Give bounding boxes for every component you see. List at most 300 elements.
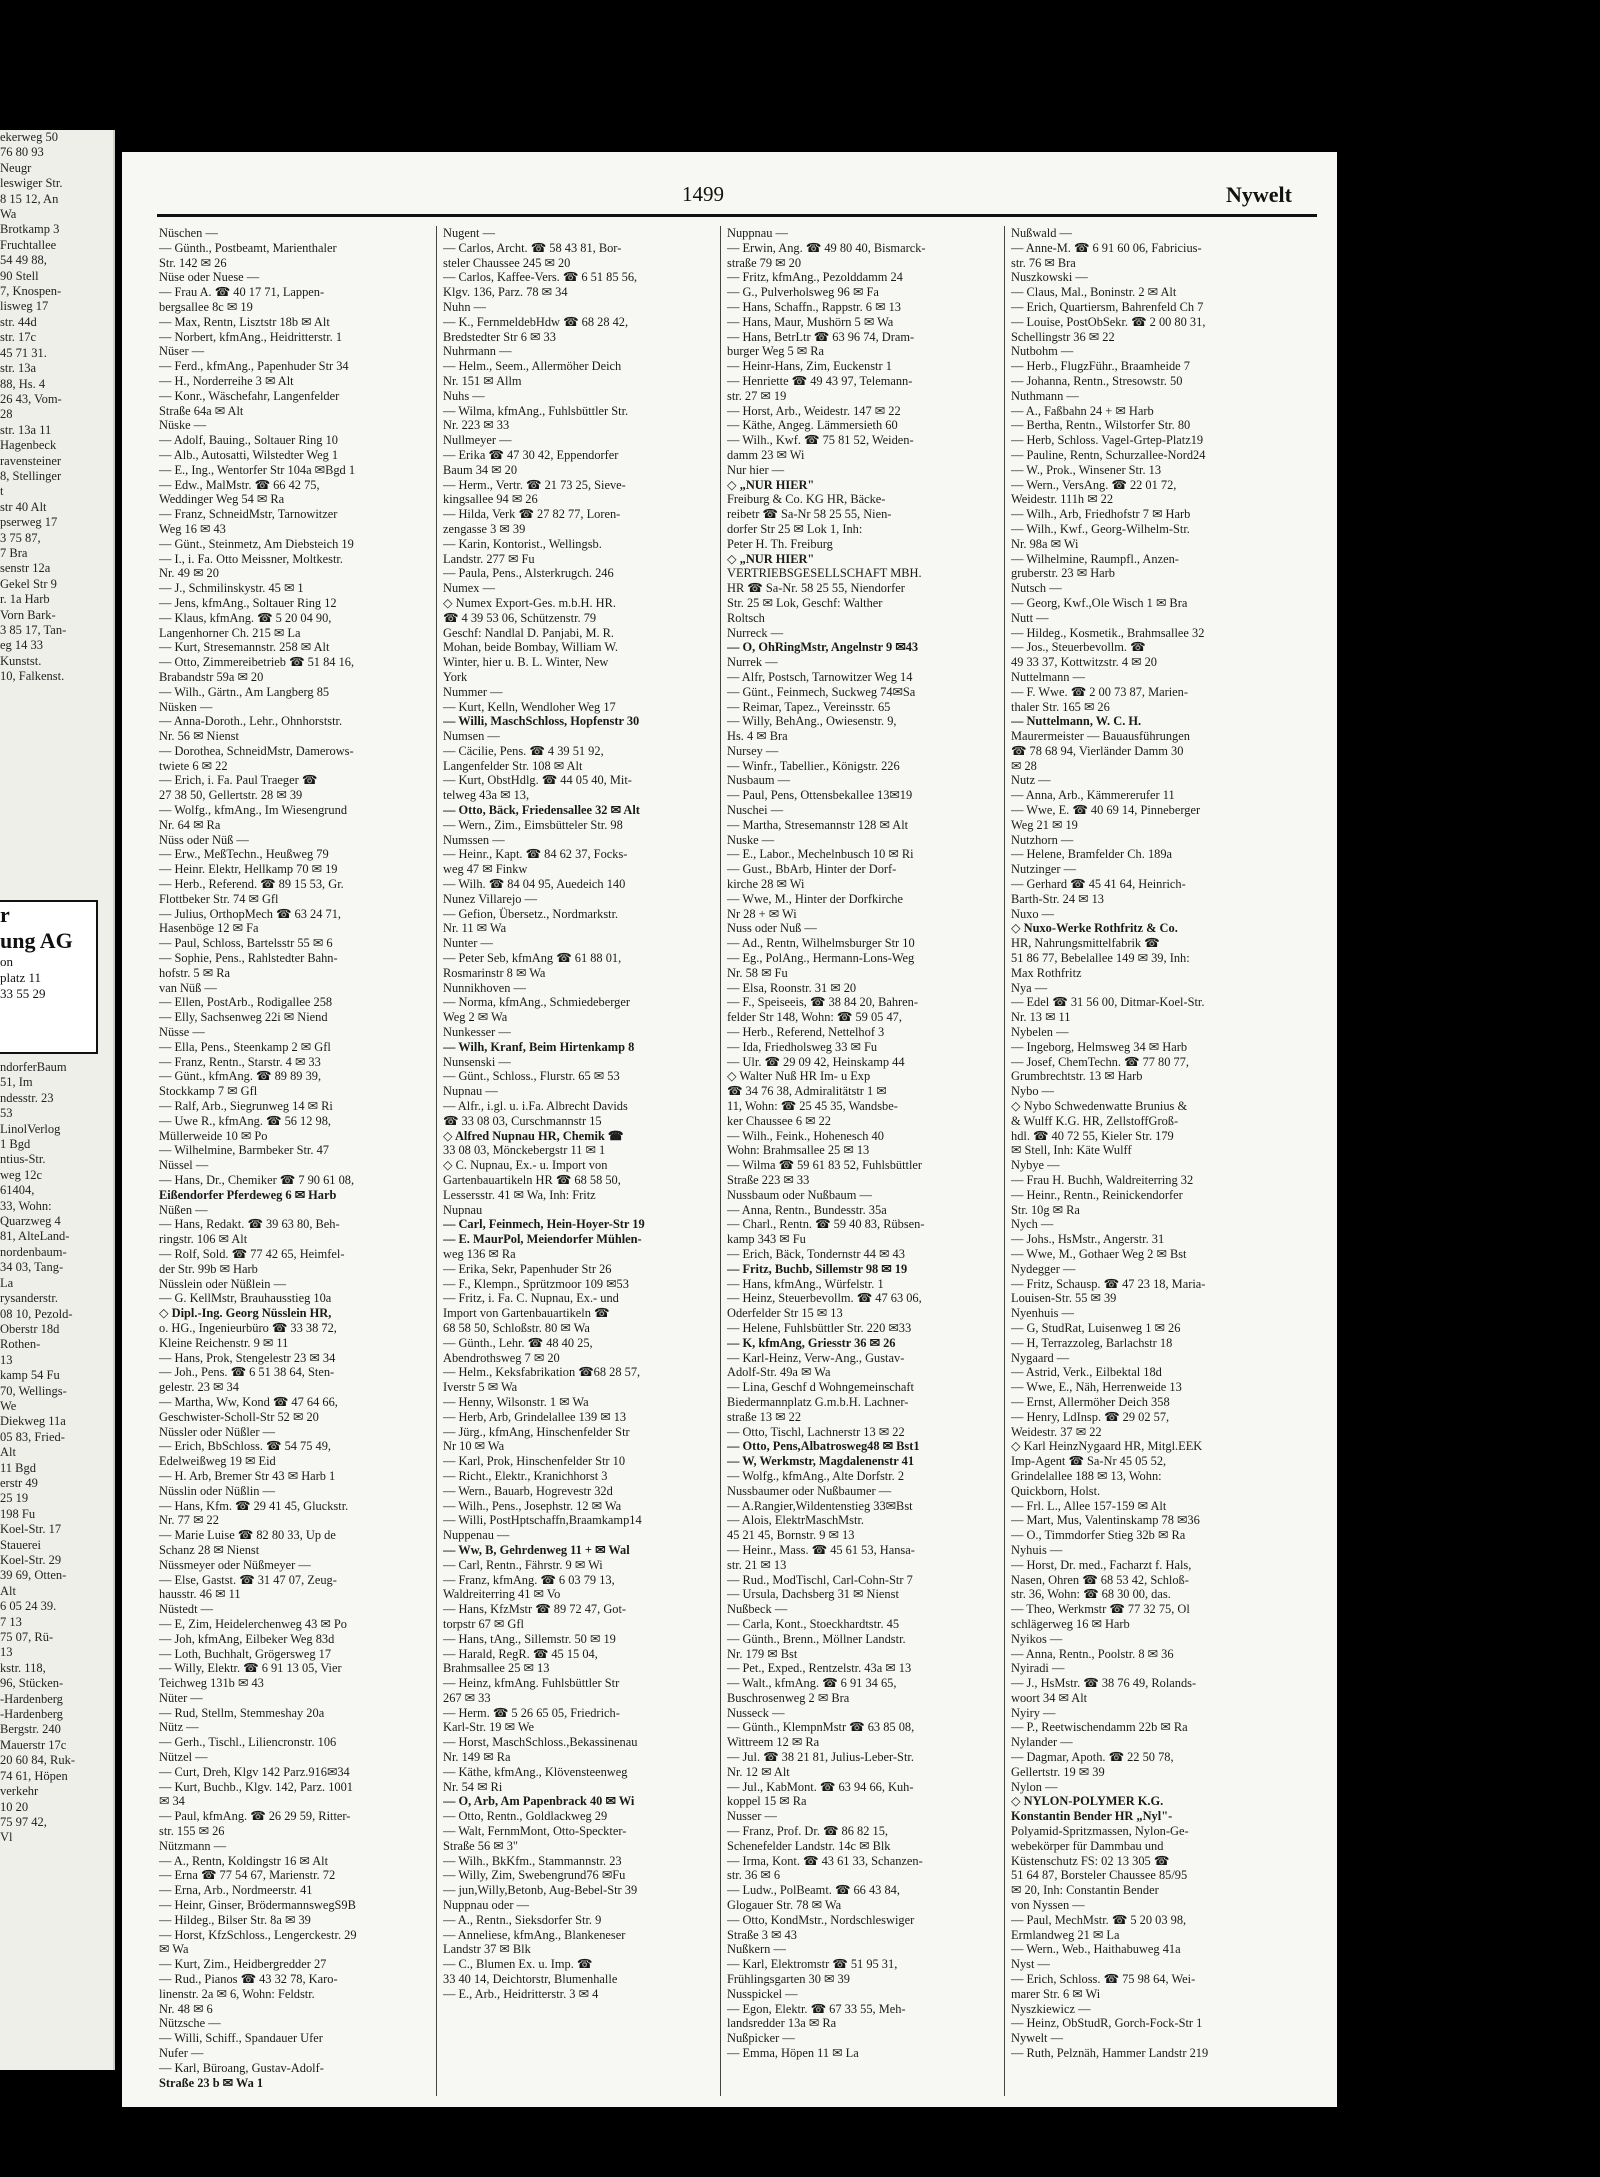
directory-entry: Peter H. Th. Freiburg bbox=[727, 536, 833, 551]
directory-entry: — Paul, Pens, Ottensbekallee 13✉19 bbox=[727, 788, 913, 803]
directory-entry: — Mart, Mus, Valentinskamp 78 ✉36 bbox=[1011, 1513, 1200, 1528]
left-page-fragment: eg 14 33 bbox=[0, 638, 44, 653]
directory-entry: Nüser — bbox=[159, 344, 205, 359]
directory-entry: Str. 25 ✉ Lok, Geschf: Walther bbox=[727, 595, 883, 610]
directory-entry: reibetr ☎ Sa-Nr 58 25 55, Nien- bbox=[727, 507, 892, 522]
directory-entry: ✉ 28 bbox=[1011, 758, 1037, 773]
directory-entry: Nyhuis — bbox=[1011, 1542, 1063, 1557]
left-page-fragment: 1 Bgd bbox=[0, 1137, 31, 1152]
directory-entry: Quickborn, Holst. bbox=[1011, 1483, 1101, 1498]
directory-entry: & Wulff K.G. HR, ZellstoffGroß- bbox=[1011, 1113, 1179, 1128]
left-page-fragment: La bbox=[0, 1275, 14, 1290]
directory-entry: Langenfelder Str. 108 ✉ Alt bbox=[443, 758, 583, 773]
directory-entry: Küstenschutz FS: 02 13 305 ☎ bbox=[1011, 1853, 1170, 1868]
directory-entry: Schanz 28 ✉ Nienst bbox=[159, 1542, 260, 1557]
directory-entry: — Adolf, Bauing., Soltauer Ring 10 bbox=[159, 433, 338, 448]
directory-entry: — J., HsMstr. ☎ 38 76 49, Rolands- bbox=[1011, 1676, 1197, 1691]
directory-entry: — Hans, BetrLtr ☎ 63 96 74, Dram- bbox=[727, 329, 915, 344]
directory-entry: — G, StudRat, Luisenweg 1 ✉ 26 bbox=[1011, 1320, 1181, 1335]
directory-entry: 33 40 14, Deichtorstr, Blumenhalle bbox=[443, 1972, 618, 1987]
directory-entry: Edelweißweg 19 ✉ Eid bbox=[159, 1454, 276, 1469]
left-page-fragment: str. 44d bbox=[0, 314, 37, 329]
directory-entry: Nüske — bbox=[159, 418, 207, 433]
directory-entry: Nüssel — bbox=[159, 1158, 209, 1173]
ad-line: 33 55 29 bbox=[0, 986, 46, 1001]
directory-entry: Hs. 4 ✉ Bra bbox=[727, 729, 788, 744]
directory-entry: — Anna, Rentn., Poolstr. 8 ✉ 36 bbox=[1011, 1646, 1174, 1661]
directory-entry: str. 155 ✉ 26 bbox=[159, 1824, 225, 1839]
directory-entry: — Herb., Referend. ☎ 89 15 53, Gr. bbox=[159, 877, 344, 892]
directory-entry: ☎ 33 08 03, Curschmannstr 15 bbox=[443, 1113, 602, 1128]
left-page-fragment: 90 Stell bbox=[0, 268, 39, 283]
left-page-fragment: kamp 54 Fu bbox=[0, 1368, 60, 1383]
directory-entry: woort 34 ✉ Alt bbox=[1011, 1690, 1088, 1705]
page-number: 1499 bbox=[682, 182, 724, 206]
directory-entry: — Martha, Stresemannstr 128 ✉ Alt bbox=[727, 817, 909, 832]
directory-entry: HR ☎ Sa-Nr. 58 25 55, Niendorfer bbox=[727, 581, 905, 596]
directory-entry: — Erna, Arb., Nordmeerstr. 41 bbox=[159, 1883, 313, 1898]
directory-entry: — Willi, MaschSchloss, Hopfenstr 30 bbox=[443, 714, 640, 729]
directory-entry: — O., Timmdorfer Stieg 32b ✉ Ra bbox=[1011, 1528, 1186, 1543]
directory-entry: — Anna, Arb., Kämmererufer 11 bbox=[1011, 788, 1175, 803]
directory-entry: — Wilh, Kranf, Beim Hirtenkamp 8 bbox=[443, 1039, 635, 1054]
directory-entry: Grindelallee 188 ✉ 13, Wohn: bbox=[1011, 1468, 1162, 1483]
directory-entry: Nunnikhoven — bbox=[443, 980, 526, 995]
directory-entry: — Karin, Kontorist., Wellingsb. bbox=[443, 536, 602, 551]
directory-entry: Frühlingsgarten 30 ✉ 39 bbox=[727, 1972, 850, 1987]
directory-entry: — Jürg., kfmAng, Hinschenfelder Str bbox=[443, 1424, 630, 1439]
directory-entry: Landstr. 277 ✉ Fu bbox=[443, 551, 535, 566]
directory-entry: — Herb., FlugzFühr., Braamheide 7 bbox=[1011, 359, 1190, 374]
directory-entry: — Ingeborg, Helmsweg 34 ✉ Harb bbox=[1011, 1039, 1188, 1054]
directory-entry: kingsallee 94 ✉ 26 bbox=[443, 492, 538, 507]
directory-entry: — Astrid, Verk., Eilbektal 18d bbox=[1011, 1365, 1162, 1380]
directory-entry: von Nyssen — bbox=[1011, 1898, 1085, 1913]
directory-entry: — Alfr, Postsch, Tarnowitzer Weg 14 bbox=[727, 669, 913, 684]
left-page-fragment: Bergstr. 240 bbox=[0, 1722, 61, 1737]
left-page-fragment: ravensteiner bbox=[0, 453, 62, 468]
left-page-fragment: Diekweg 11a bbox=[0, 1414, 66, 1429]
directory-entry: Nugent — bbox=[443, 226, 495, 240]
directory-entry: Nuppnau — bbox=[727, 226, 788, 240]
left-page-fragment: 81, AlteLand- bbox=[0, 1229, 70, 1244]
directory-entry: Nussbaumer oder Nußbaumer — bbox=[727, 1483, 892, 1498]
directory-entry: Abendrothsweg 7 ✉ 20 bbox=[443, 1350, 560, 1365]
directory-entry: Import von Gartenbauartikeln ☎ bbox=[443, 1306, 610, 1321]
left-page-fragment: 54 49 88, bbox=[0, 253, 47, 268]
directory-entry: Lessersstr. 41 ✉ Wa, Inh: Fritz bbox=[443, 1187, 596, 1202]
directory-entry: — I., i. Fa. Otto Meissner, Moltkestr. bbox=[159, 551, 343, 566]
left-page-fragment: Rothen- bbox=[0, 1337, 41, 1352]
directory-entry: Müllerweide 10 ✉ Po bbox=[159, 1128, 268, 1143]
column-3 bbox=[727, 226, 997, 2096]
directory-entry: Nußkern — bbox=[727, 1942, 786, 1957]
directory-entry: — Pauline, Rentn, Schurzallee-Nord24 bbox=[1011, 447, 1206, 462]
left-page-fragment: 39 69, Otten- bbox=[0, 1568, 67, 1583]
left-page-fragment: verkehr bbox=[0, 1784, 39, 1799]
directory-entry: — Ad., Rentn, Wilhelmsburger Str 10 bbox=[727, 936, 915, 951]
directory-entry: — F. Wwe. ☎ 2 00 73 87, Marien- bbox=[1011, 684, 1188, 699]
directory-entry: — Hilda, Verk ☎ 27 82 77, Loren- bbox=[443, 507, 621, 522]
directory-entry: Nufer — bbox=[159, 2046, 204, 2061]
directory-entry: Nuppnau oder — bbox=[443, 1898, 530, 1913]
directory-entry: — A., Faßbahn 24 + ✉ Harb bbox=[1011, 403, 1154, 418]
left-page-fragment: 61404, bbox=[0, 1183, 35, 1198]
directory-entry: ◇ „NUR HIER" bbox=[727, 551, 815, 566]
directory-entry: — Loth, Buchhalt, Grögersweg 17 bbox=[159, 1646, 332, 1661]
directory-entry: ✉ Stell, Inh: Käte Wulff bbox=[1011, 1143, 1132, 1158]
directory-entry: Brahmsallee 25 ✉ 13 bbox=[443, 1661, 550, 1676]
left-page-fragment: -Hardenberg bbox=[0, 1707, 63, 1722]
column-divider bbox=[1004, 226, 1005, 2096]
directory-entry: Nurreck — bbox=[727, 625, 784, 640]
directory-entry: — Erika ☎ 47 30 42, Eppendorfer bbox=[443, 447, 619, 462]
directory-entry: HR, Nahrungsmittelfabrik ☎ bbox=[1011, 936, 1160, 951]
directory-entry: — K., FernmeldebHdw ☎ 68 28 42, bbox=[443, 314, 629, 329]
directory-entry: str. 36 ✉ 6 bbox=[727, 1868, 781, 1883]
directory-entry: — Käthe, Angeg. Lämmersieth 60 bbox=[727, 418, 898, 433]
left-page-fragment: 96, Stücken- bbox=[0, 1676, 64, 1691]
directory-entry: Nr. 49 ✉ 20 bbox=[159, 566, 219, 581]
directory-entry: Ermlandweg 21 ✉ La bbox=[1011, 1927, 1120, 1942]
directory-entry: Konstantin Bender HR „Nyl"- bbox=[1011, 1809, 1173, 1824]
directory-entry: — Willi, Schiff., Spandauer Ufer bbox=[159, 2031, 323, 2046]
directory-entry: Nullmeyer — bbox=[443, 433, 512, 448]
directory-entry: — Kurt, Stresemannstr. 258 ✉ Alt bbox=[159, 640, 330, 655]
directory-entry: ◇ Dipl.-Ing. Georg Nüsslein HR, bbox=[159, 1306, 332, 1321]
left-page-fragment: 74 61, Höpen bbox=[0, 1768, 68, 1783]
left-page-fragment: 13 bbox=[0, 1352, 13, 1367]
directory-entry: Nutt — bbox=[1011, 610, 1049, 625]
directory-entry: Nr 28 + ✉ Wi bbox=[727, 906, 797, 921]
left-page-fragment: 88, Hs. 4 bbox=[0, 376, 46, 391]
directory-entry: — Franz, kfmAng. ☎ 6 03 79 13, bbox=[443, 1572, 615, 1587]
directory-entry: — Otto, Zimmereibetrieb ☎ 51 84 16, bbox=[159, 655, 355, 670]
directory-entry: — Hans, kfmAng., Würfelstr. 1 bbox=[727, 1276, 884, 1291]
directory-entry: Str. 10g ✉ Ra bbox=[1011, 1202, 1080, 1217]
directory-entry: — Dorothea, SchneidMstr, Damerows- bbox=[159, 743, 354, 758]
directory-entry: — E., Labor., Mechelnbusch 10 ✉ Ri bbox=[727, 847, 914, 862]
directory-entry: — Julius, OrthopMech ☎ 63 24 71, bbox=[159, 906, 342, 921]
running-head: Nywelt bbox=[1226, 182, 1292, 207]
directory-entry: Nützmann — bbox=[159, 1838, 227, 1853]
left-page-fragment: Wa bbox=[0, 207, 17, 222]
directory-entry: — Wilh., Pens., Josephstr. 12 ✉ Wa bbox=[443, 1498, 622, 1513]
directory-entry: Nunsenski — bbox=[443, 1054, 511, 1069]
directory-entry: — Ida, Friedholsweg 33 ✉ Fu bbox=[727, 1039, 878, 1054]
left-page-fragment: Alt bbox=[0, 1445, 16, 1460]
directory-entry: damm 23 ✉ Wi bbox=[727, 447, 805, 462]
directory-entry: ◇ Numex Export-Ges. m.b.H. HR. bbox=[443, 595, 616, 610]
left-page-fragment: 3 75 87, bbox=[0, 530, 41, 545]
directory-entry: — Paula, Pens., Alsterkrugch. 246 bbox=[443, 566, 614, 581]
directory-entry: Nydegger — bbox=[1011, 1261, 1076, 1276]
directory-entry: — Otto, KondMstr., Nordschleswiger bbox=[727, 1912, 915, 1927]
directory-entry: steler Chaussee 245 ✉ 20 bbox=[443, 255, 571, 270]
directory-entry: Nüssmeyer oder Nüßmeyer — bbox=[159, 1557, 311, 1572]
directory-entry: — Wwe, M., Hinter der Dorfkirche bbox=[727, 891, 903, 906]
left-page-text-bottom bbox=[0, 1060, 75, 1846]
directory-entry: Oderfelder Str 15 ✉ 13 bbox=[727, 1306, 843, 1321]
directory-entry: — Wilhelmine, Raumpfl., Anzen- bbox=[1011, 551, 1179, 566]
directory-entry: — Franz, SchneidMstr, Tarnowitzer bbox=[159, 507, 338, 522]
directory-entry: Nylon — bbox=[1011, 1779, 1058, 1794]
left-page-fragment: We bbox=[0, 1398, 17, 1413]
left-page-fragment: 8 15 12, An bbox=[0, 191, 59, 206]
directory-entry: — Erich, Schloss. ☎ 75 98 64, Wei- bbox=[1011, 1972, 1196, 1987]
directory-entry: Geschf: Nandlal D. Panjabi, M. R. bbox=[443, 625, 615, 640]
directory-entry: — Ulr. ☎ 29 09 42, Heinskamp 44 bbox=[727, 1054, 905, 1069]
directory-entry: Nuxo — bbox=[1011, 906, 1055, 921]
directory-entry: — Rud., ModTischl, Carl-Cohn-Str 7 bbox=[727, 1572, 913, 1587]
left-page-fragment: ndorferBaum bbox=[0, 1060, 67, 1074]
directory-entry: — Herm., Vertr. ☎ 21 73 25, Sieve- bbox=[443, 477, 626, 492]
directory-entry: Brabandstr 59a ✉ 20 bbox=[159, 669, 264, 684]
directory-entry: — G. KellMstr, Brauhausstieg 10a bbox=[159, 1291, 332, 1306]
left-page-fragment: 75 97 42, bbox=[0, 1814, 47, 1829]
directory-entry: zengasse 3 ✉ 39 bbox=[443, 521, 526, 536]
directory-entry: — H., Norderreihe 3 ✉ Alt bbox=[159, 373, 294, 388]
directory-entry: — Henry, LdInsp. ☎ 29 02 57, bbox=[1011, 1409, 1170, 1424]
directory-entry: ✉ Wa bbox=[159, 1942, 189, 1957]
directory-entry: — Claus, Mal., Boninstr. 2 ✉ Alt bbox=[1011, 285, 1177, 300]
left-page-fragment: Brotkamp 3 bbox=[0, 222, 60, 237]
left-page-fragment: 70, Wellings- bbox=[0, 1383, 67, 1398]
directory-entry: Mohan, beide Bombay, William W. bbox=[443, 640, 619, 655]
directory-entry: — Paul, Schloss, Bartelsstr 55 ✉ 6 bbox=[159, 936, 333, 951]
directory-entry: — Ruth, Pelznäh, Hammer Landstr 219 bbox=[1011, 2046, 1209, 2061]
directory-entry: — Anne-M. ☎ 6 91 60 06, Fabricius- bbox=[1011, 240, 1202, 255]
left-page-fragment: 34 03, Tang- bbox=[0, 1260, 64, 1275]
directory-entry: — Walt., kfmAng. ☎ 6 91 34 65, bbox=[727, 1676, 897, 1691]
directory-entry: Weg 2 ✉ Wa bbox=[443, 1010, 508, 1025]
left-page-fragment: Fruchtallee bbox=[0, 237, 57, 252]
directory-entry: str. 36, Wohn: ☎ 68 30 00, das. bbox=[1011, 1587, 1171, 1602]
left-page-fragment: lisweg 17 bbox=[0, 299, 49, 314]
column-divider bbox=[720, 226, 721, 2096]
directory-entry: — Erich, BbSchloss. ☎ 54 75 49, bbox=[159, 1439, 332, 1454]
directory-entry: — Fritz, i. Fa. C. Nupnau, Ex.- und bbox=[443, 1291, 619, 1306]
directory-entry: — Alois, ElektrMaschMstr. bbox=[727, 1513, 864, 1528]
directory-entry: — Georg, Kwf.,Ole Wisch 1 ✉ Bra bbox=[1011, 595, 1188, 610]
directory-entry: — Louise, PostObSekr. ☎ 2 00 80 31, bbox=[1011, 314, 1206, 329]
directory-entry: hdl. ☎ 40 72 55, Kieler Str. 179 bbox=[1011, 1128, 1174, 1143]
directory-entry: Waldreiterring 41 ✉ Vo bbox=[443, 1587, 561, 1602]
directory-entry: hausstr. 46 ✉ 11 bbox=[159, 1587, 241, 1602]
left-page-fragment: Alt bbox=[0, 1583, 16, 1598]
directory-entry: Nütz — bbox=[159, 1720, 199, 1735]
directory-entry: Barth-Str. 24 ✉ 13 bbox=[1011, 891, 1104, 906]
directory-entry: — Josef, ChemTechn. ☎ 77 80 77, bbox=[1011, 1054, 1190, 1069]
directory-entry: York bbox=[443, 669, 468, 684]
directory-entry: Nuske — bbox=[727, 832, 775, 847]
directory-entry: Nr. 151 ✉ Allm bbox=[443, 373, 522, 388]
directory-entry: Schenefelder Landstr. 14c ✉ Blk bbox=[727, 1838, 891, 1853]
directory-entry: gelestr. 23 ✉ 34 bbox=[159, 1380, 239, 1395]
left-page-fragment: Koel-Str. 29 bbox=[0, 1553, 62, 1567]
left-page-fragment: t bbox=[0, 484, 4, 499]
ad-line: on bbox=[0, 954, 13, 969]
directory-entry: Nußwald — bbox=[1011, 226, 1072, 240]
directory-entry: Nuhn — bbox=[443, 299, 487, 314]
directory-entry: Numssen — bbox=[443, 832, 505, 847]
directory-entry: — Carla, Kont., Stoeckhardtstr. 45 bbox=[727, 1616, 900, 1631]
directory-entry: — Ferd., kfmAng., Papenhuder Str 34 bbox=[159, 359, 349, 374]
directory-entry: Nasen, Ohren ☎ 68 53 42, Schloß- bbox=[1011, 1572, 1189, 1587]
left-page-fragment: 20 60 84, Ruk- bbox=[0, 1753, 75, 1768]
directory-entry: Straße 223 ✉ 33 bbox=[727, 1173, 810, 1187]
columns bbox=[159, 226, 1312, 2096]
directory-entry: — E, Zim, Heidelerchenweg 43 ✉ Po bbox=[159, 1616, 347, 1631]
left-page-fragment: erstr 49 bbox=[0, 1475, 38, 1490]
directory-entry: — Helene, Bramfelder Ch. 189a bbox=[1011, 847, 1173, 862]
directory-entry: — Heinz, Steuerbevollm. ☎ 47 63 06, bbox=[727, 1291, 922, 1306]
directory-entry: — Günth., Brenn., Möllner Landstr. bbox=[727, 1631, 906, 1646]
directory-entry: — Erika, Sekr, Papenhuder Str 26 bbox=[443, 1261, 612, 1276]
directory-entry: Imp-Agent ☎ Sa-Nr 45 05 52, bbox=[1011, 1454, 1167, 1469]
directory-entry: — Helene, Fuhlsbüttler Str. 220 ✉33 bbox=[727, 1320, 912, 1335]
directory-entry: Nüschen — bbox=[159, 226, 218, 240]
left-page-fragment: 7 13 bbox=[0, 1614, 22, 1629]
directory-entry: — Günt., kfmAng. ☎ 89 89 39, bbox=[159, 1069, 322, 1084]
directory-entry: Nr. 11 ✉ Wa bbox=[443, 921, 507, 936]
directory-entry: bergsallee 8c ✉ 19 bbox=[159, 299, 253, 314]
left-page-fragment: r. 1a Harb bbox=[0, 592, 50, 607]
directory-entry: — Carlos, Kaffee-Vers. ☎ 6 51 85 56, bbox=[443, 270, 638, 285]
directory-entry: — Carl, Feinmech, Hein-Hoyer-Str 19 bbox=[443, 1217, 645, 1232]
directory-entry: Nr. 56 ✉ Nienst bbox=[159, 729, 239, 744]
left-page-fragment: 3 85 17, Tan- bbox=[0, 623, 67, 637]
directory-entry: linenstr. 2a ✉ 6, Wohn: Feldstr. bbox=[159, 1986, 315, 2001]
directory-entry: kamp 343 ✉ Fu bbox=[727, 1232, 806, 1247]
directory-entry: — Heinz, kfmAng. Fuhlsbüttler Str bbox=[443, 1676, 620, 1691]
directory-entry: — Wolfg., kfmAng., Alte Dorfstr. 2 bbox=[727, 1468, 905, 1483]
left-page-advertisement bbox=[0, 900, 98, 1054]
directory-entry: — Günt., Schloss., Flurstr. 65 ✉ 53 bbox=[443, 1069, 620, 1084]
directory-entry: — Otto, Tischl, Lachnerstr 13 ✉ 22 bbox=[727, 1424, 905, 1439]
directory-entry: — Edel ☎ 31 56 00, Ditmar-Koel-Str. bbox=[1011, 995, 1205, 1010]
left-page-fragment: 10 20 bbox=[0, 1799, 29, 1814]
left-page-fragment: ndesstr. 23 bbox=[0, 1090, 54, 1105]
directory-entry: — Helm., Seem., Allermöher Deich bbox=[443, 359, 622, 374]
directory-entry: — W., Prok., Winsener Str. 13 bbox=[1011, 462, 1162, 477]
directory-entry: Grumbrechtstr. 13 ✉ Harb bbox=[1011, 1069, 1143, 1084]
directory-entry: — Harald, RegR. ☎ 45 15 04, bbox=[443, 1646, 598, 1661]
directory-entry: Weddinger Weg 54 ✉ Ra bbox=[159, 492, 285, 507]
directory-entry: marer Str. 6 ✉ Wi bbox=[1011, 1986, 1101, 2001]
directory-entry: 51 86 77, Bebelallee 149 ✉ 39, Inh: bbox=[1011, 951, 1190, 966]
directory-entry: — Hans, Maur, Mushörn 5 ✉ Wa bbox=[727, 314, 894, 329]
directory-entry: — Karl, Elektromstr ☎ 51 95 31, bbox=[727, 1957, 898, 1972]
directory-entry: — Bertha, Rentn., Wilstorfer Str. 80 bbox=[1011, 418, 1191, 433]
left-page-fragment: Vl bbox=[0, 1830, 13, 1845]
directory-entry: — Martha, Ww, Kond ☎ 47 64 66, bbox=[159, 1394, 338, 1409]
directory-entry: — Kurt, Buchb., Klgv. 142, Parz. 1001 bbox=[159, 1779, 353, 1794]
directory-entry: — Hans, Redakt. ☎ 39 63 80, Beh- bbox=[159, 1217, 340, 1232]
directory-entry: — Hans, KfzMstr ☎ 89 72 47, Got- bbox=[443, 1602, 627, 1617]
directory-entry: Straße 64a ✉ Alt bbox=[159, 403, 244, 418]
left-page-fragment: 25 19 bbox=[0, 1491, 29, 1506]
directory-entry: Nr. 149 ✉ Ra bbox=[443, 1750, 511, 1765]
left-page-fragment: str. 13a bbox=[0, 361, 37, 376]
directory-entry: Nygaard — bbox=[1011, 1350, 1070, 1365]
directory-entry: — Karl, Büroang, Gustav-Adolf- bbox=[159, 2060, 324, 2075]
left-page-fragment: 05 83, Fried- bbox=[0, 1429, 65, 1444]
directory-entry: — Gefion, Übersetz., Nordmarkstr. bbox=[443, 906, 619, 921]
directory-entry: str. 27 ✉ 19 bbox=[727, 388, 787, 403]
directory-entry: — Anna-Doroth., Lehr., Ohnhorststr. bbox=[159, 714, 343, 729]
directory-entry: ◇ NYLON-POLYMER K.G. bbox=[1011, 1794, 1164, 1809]
directory-entry: — jun,Willy,Betonb, Aug-Bebel-Str 39 bbox=[443, 1883, 638, 1898]
left-page-fragment: 13 bbox=[0, 1645, 13, 1660]
left-page-fragment: Neugr bbox=[0, 160, 32, 175]
directory-entry: Nybye — bbox=[1011, 1158, 1060, 1173]
directory-entry: — Horst, KfzSchloss., Lengerckestr. 29 bbox=[159, 1927, 357, 1942]
directory-entry: — Alfr., i.gl. u. i.Fa. Albrecht Davids bbox=[443, 1099, 628, 1114]
directory-entry: — Ella, Pens., Steenkamp 2 ✉ Gfl bbox=[159, 1039, 331, 1054]
directory-entry: Nr. 54 ✉ Ri bbox=[443, 1779, 503, 1794]
directory-entry: Nuhs — bbox=[443, 388, 485, 403]
directory-entry: felder Str 148, Wohn: ☎ 59 05 47, bbox=[727, 1010, 902, 1025]
directory-entry: Wittreem 12 ✉ Ra bbox=[727, 1735, 820, 1750]
directory-entry: — Erna ☎ 77 54 67, Marienstr. 72 bbox=[159, 1868, 336, 1883]
directory-entry: — Rud, Stellm, Stemmeshay 20a bbox=[159, 1705, 325, 1720]
directory-entry: Schellingstr 36 ✉ 22 bbox=[1011, 329, 1115, 344]
directory-entry: Nyiry — bbox=[1011, 1705, 1056, 1720]
directory-entry: weg 136 ✉ Ra bbox=[443, 1246, 516, 1261]
directory-entry: — K, kfmAng, Griesstr 36 ✉ 26 bbox=[727, 1335, 896, 1350]
directory-entry: — Kurt, Kelln, Wendloher Weg 17 bbox=[443, 699, 616, 714]
directory-entry: — Wilhelmine, Barmbeker Str. 47 bbox=[159, 1143, 329, 1158]
directory-entry: — Jul. ☎ 38 21 81, Julius-Leber-Str. bbox=[727, 1750, 914, 1765]
directory-entry: burger Weg 5 ✉ Ra bbox=[727, 344, 825, 359]
directory-entry: — Anneliese, kfmAng., Blankeneser bbox=[443, 1927, 626, 1942]
directory-entry: Nuttelmann — bbox=[1011, 669, 1085, 684]
directory-entry: Nyenhuis — bbox=[1011, 1306, 1074, 1321]
directory-entry: — Irma, Kont. ☎ 43 61 33, Schanzen- bbox=[727, 1853, 923, 1868]
directory-entry: — Karl, Prok, Hinschenfelder Str 10 bbox=[443, 1454, 626, 1469]
left-page-text-top bbox=[0, 130, 113, 685]
directory-entry: Nützsche — bbox=[159, 2016, 221, 2031]
directory-entry: — Eg., PolAng., Hermann-Lons-Weg bbox=[727, 951, 915, 966]
left-page-fragment: 10, Falkenst. bbox=[0, 669, 65, 684]
directory-entry: Nutbohm — bbox=[1011, 344, 1074, 359]
directory-entry: — Fritz, Buchb, Sillemstr 98 ✉ 19 bbox=[727, 1261, 908, 1276]
directory-entry: str. 76 ✉ Bra bbox=[1011, 255, 1076, 270]
directory-entry: — Carl, Rentn., Fährstr. 9 ✉ Wi bbox=[443, 1557, 603, 1572]
directory-entry: Str. 142 ✉ 26 bbox=[159, 255, 227, 270]
directory-entry: — W, Werkmstr, Magdalenenstr 41 bbox=[727, 1454, 915, 1469]
directory-entry: — Günt., Feinmech, Suckweg 74✉Sa bbox=[727, 684, 916, 699]
left-page-fragment: leswiger Str. bbox=[0, 176, 63, 191]
directory-entry: Nr. 98a ✉ Wi bbox=[1011, 536, 1079, 551]
directory-entry: Straße 3 ✉ 43 bbox=[727, 1927, 797, 1942]
directory-entry: — Heinr., Mass. ☎ 45 61 53, Hansa- bbox=[727, 1542, 915, 1557]
directory-entry: — Wwe, E. ☎ 40 69 14, Pinneberger bbox=[1011, 803, 1201, 818]
directory-entry: — Edw., MalMstr. ☎ 66 42 75, bbox=[159, 477, 320, 492]
directory-entry: 11, Wohn: ☎ 25 45 35, Wandsbe- bbox=[727, 1099, 898, 1114]
left-page-edge bbox=[0, 130, 115, 2070]
directory-entry: — Heinr., Rentn., Reinickendorfer bbox=[1011, 1187, 1183, 1202]
directory-entry: — O, OhRingMstr, Angelnstr 9 ✉43 bbox=[727, 640, 919, 655]
directory-entry: — Horst, MaschSchloss.,Bekassinenau bbox=[443, 1735, 638, 1750]
directory-entry: — Lina, Geschf d Wohngemeinschaft bbox=[727, 1380, 914, 1395]
directory-entry: — Wilh. ☎ 84 04 95, Auedeich 140 bbox=[443, 877, 626, 892]
directory-entry: — Ernst, Allermöher Deich 358 bbox=[1011, 1394, 1170, 1409]
directory-entry: Nußpicker — bbox=[727, 2031, 795, 2046]
directory-entry: — Fritz, kfmAng., Pezolddamm 24 bbox=[727, 270, 903, 285]
directory-entry: — Günth., Lehr. ☎ 48 40 25, bbox=[443, 1335, 593, 1350]
